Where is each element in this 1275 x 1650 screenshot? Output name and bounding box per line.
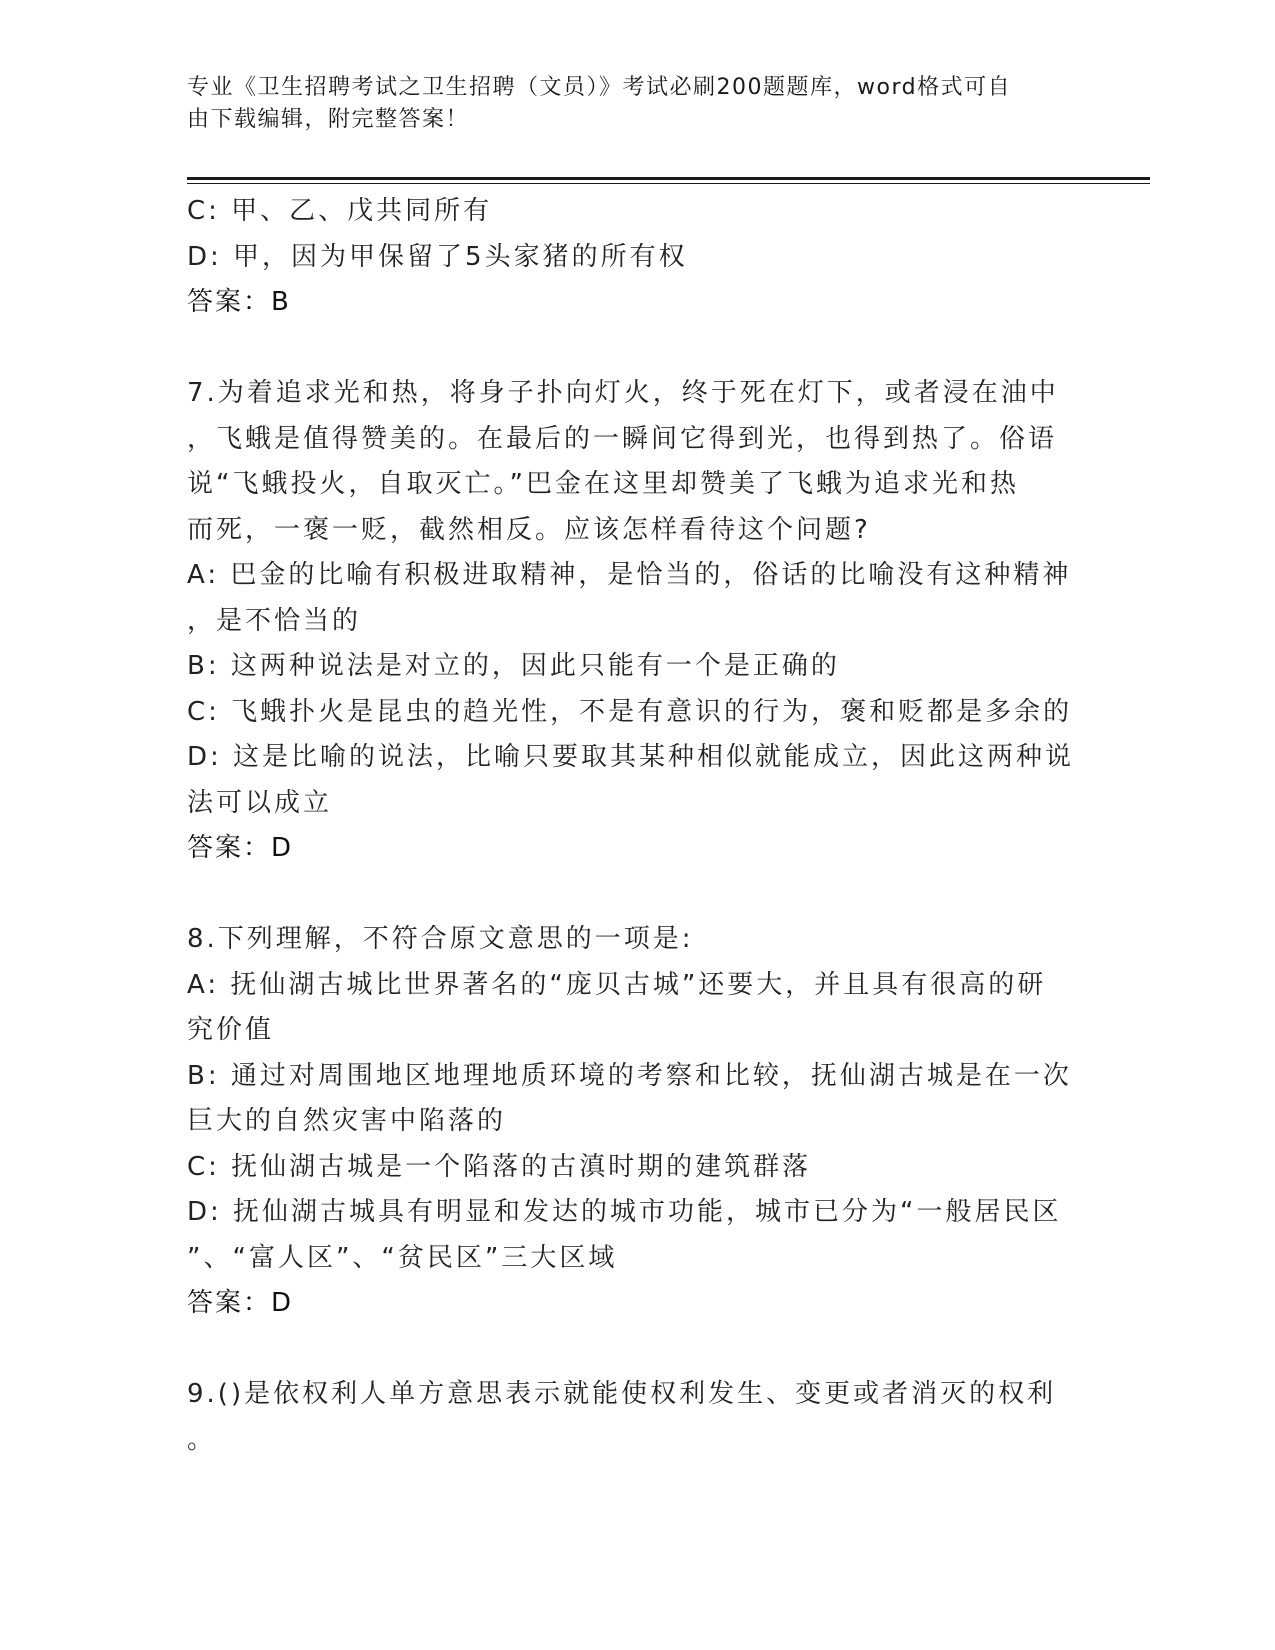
question-8: [187, 917, 1077, 1327]
q8-stem: 8.下列理解，不符合原文意思的一项是:: [187, 924, 694, 954]
spacer: [187, 326, 1077, 372]
question-6-tail: [187, 189, 1077, 326]
document-body: [187, 189, 1077, 1463]
q7-option-b: B: 这两种说法是对立的，因此只能有一个是正确的: [187, 651, 840, 681]
q7-stem-line: ，飞蛾是值得赞美的。在最后的一瞬间它得到光，也得到热了。俗语: [187, 423, 1058, 454]
q7-option-a-line: A: 巴金的比喻有积极进取精神，是恰当的，俗话的比喻没有这种精神: [187, 560, 1072, 590]
header-line-1: 专业《卫生招聘考试之卫生招聘（文员）》考试必刷200题题库，word格式可自: [187, 75, 1012, 100]
q7-option-a-line: ，是不恰当的: [187, 605, 362, 636]
q8-option-b-line: 巨大的自然灾害中陷落的: [187, 1106, 507, 1136]
q8-option-d-line: D: 抚仙湖古城具有明显和发达的城市功能，城市已分为“一般居民区: [187, 1197, 1062, 1227]
q8-option-a-line: 究价值: [187, 1015, 275, 1045]
q7-answer: 答案：D: [187, 833, 294, 863]
q7-option-d-line: 法可以成立: [187, 787, 333, 818]
header-divider-thick: [187, 177, 1150, 180]
q6-option-d: D: 甲，因为甲保留了5头家猪的所有权: [187, 241, 688, 272]
question-9: [187, 1372, 1077, 1463]
q6-answer: 答案：B: [187, 287, 291, 317]
q8-answer: 答案：D: [187, 1288, 294, 1318]
q9-stem-line: 9.()是依权利人单方意思表示就能使权利发生、变更或者消灭的权利: [187, 1379, 1057, 1409]
q6-option-c: C: 甲、乙、戊共同所有: [187, 196, 493, 226]
header-divider-thin: [187, 183, 1150, 184]
q8-option-b-line: B: 通过对周围地区地理地质环境的考察和比较，抚仙湖古城是在一次: [187, 1060, 1072, 1091]
question-7: [187, 371, 1077, 872]
q7-option-c: C: 飞蛾扑火是昆虫的趋光性，不是有意识的行为，褒和贬都是多余的: [187, 696, 1073, 727]
spacer: [187, 872, 1077, 918]
document-header: [187, 72, 1067, 136]
q7-stem-line: 而死，一褒一贬，截然相反。应该怎样看待这个问题?: [187, 514, 871, 545]
q7-option-d-line: D: 这是比喻的说法，比喻只要取其某种相似就能成立，因此这两种说: [187, 742, 1075, 772]
q8-option-a-line: A: 抚仙湖古城比世界著名的“庞贝古城”还要大，并且具有很高的研: [187, 969, 1047, 1000]
header-line-2: 由下载编辑，附完整答案！: [187, 107, 470, 132]
q8-option-c: C: 抚仙湖古城是一个陷落的古滇时期的建筑群落: [187, 1151, 812, 1182]
spacer: [187, 1327, 1077, 1373]
q7-stem-line: 7.为着追求光和热，将身子扑向灯火，终于死在灯下，或者浸在油中: [187, 378, 1059, 408]
q9-stem-line: 。: [187, 1424, 217, 1455]
q8-option-d-line: ”、“富人区”、“贫民区”三大区域: [187, 1242, 618, 1273]
q7-stem-line: 说“飞蛾投火，自取灭亡。”巴金在这里却赞美了飞蛾为追求光和热: [187, 469, 1019, 499]
